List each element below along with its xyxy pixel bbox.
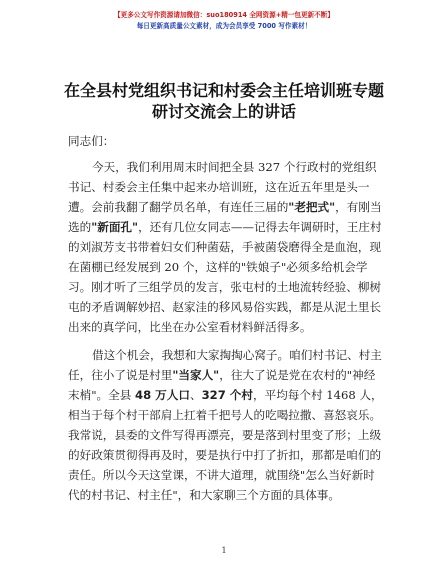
p1-line-3-text-c: ，有刚当: [335, 200, 382, 214]
banner-line-membership: 每日更新高质量公文素材，成为会员享受 7000 写作素材！: [136, 22, 312, 30]
p1-line-3: [68, 198, 382, 216]
p2-line-6: 的好政策贯彻得再及时，要是执行中打了折扣，那都是咱们的: [68, 448, 382, 462]
p2-line-3-text-f: ，平均每个村 1468 人，: [253, 388, 383, 402]
p1-line-3-text-a: 遭。会前我翻了翻学员名单，有连任三届的: [68, 200, 289, 214]
p1-line-7: 习。刚才听了三组学员的发言，张屯村的土地流转经验、柳树: [68, 280, 382, 294]
document-title: [0, 80, 448, 122]
highlight-dang-jia-ren: "当家人": [172, 368, 220, 382]
p1-line-1: 今天，我们利用周末时间把全县 327 个行政村的党组织: [92, 160, 377, 174]
p1-line-8: 屯的矛盾调解妙招、赵家洼的移风易俗实践，都是从泥土里长: [68, 300, 382, 314]
greeting: 同志们：: [68, 134, 115, 148]
highlight-lao-ba-shi: "老把式": [288, 200, 336, 214]
highlight-population: 48 万人口: [135, 388, 190, 402]
p2-line-3-text-d: 、: [189, 388, 202, 402]
p2-line-2-text-a: 任，往小了说是村里: [68, 368, 173, 382]
title-line-2: 研讨交流会上的讲话: [151, 102, 296, 121]
title-line-1: 在全县村党组织书记和村委会主任培训班专题: [63, 81, 384, 100]
p2-line-8: 代的村书记、村主任"，和大家聊三个方面的具体事。: [68, 488, 340, 502]
p2-line-3-text-b: 。全县: [96, 388, 135, 402]
p2-line-7: 责任。所以今天这堂课，不讲大道理，就围绕"怎么当好新时: [68, 468, 375, 482]
p2-line-3-text-a: 末梢": [68, 388, 97, 402]
page-number: 1: [221, 546, 227, 555]
p1-line-4-text-a: 选的: [68, 220, 92, 234]
highlight-village-count: 327 个村: [201, 388, 253, 402]
p2-line-2: [68, 366, 375, 384]
p1-line-4-text-c: ，还有几位女同志——记得去年调研时，王庄村: [138, 220, 382, 234]
p1-line-6: 在菌棚已经发展到 20 个，这样的"铁娘子"必须多给机会学: [68, 260, 368, 274]
p2-line-4: 相当于每个村干部肩上扛着千把号人的吃喝拉撒、喜怒哀乐。: [68, 408, 382, 422]
highlight-xin-mian-kong: "新面孔": [91, 220, 139, 234]
p2-line-1: 借这个机会，我想和大家掏掏心窝子。咱们村书记、村主: [92, 348, 382, 362]
p1-line-5: 的刘淑芳支书带着妇女们种菌菇，手被菌袋磨得全是血泡，现: [68, 240, 382, 254]
p2-line-3: [68, 386, 383, 404]
banner-line-promo: 【更多公文写作资源请加微信：suo180914 全网资源+精一包更新不断】: [114, 11, 334, 19]
p1-line-9: 出来的真学问，比坐在办公室看材料鲜活得多。: [68, 320, 312, 334]
p2-line-5: 我常说，县委的文件写得再漂亮，要是落到村里变了形；上级: [68, 428, 382, 442]
p1-line-2: 书记、村委会主任集中起来办培训班，这在近五年里是头一: [68, 180, 370, 194]
p2-line-2-text-c: ，往大了说是党在农村的"神经: [219, 368, 376, 382]
p1-line-4: [68, 218, 382, 236]
